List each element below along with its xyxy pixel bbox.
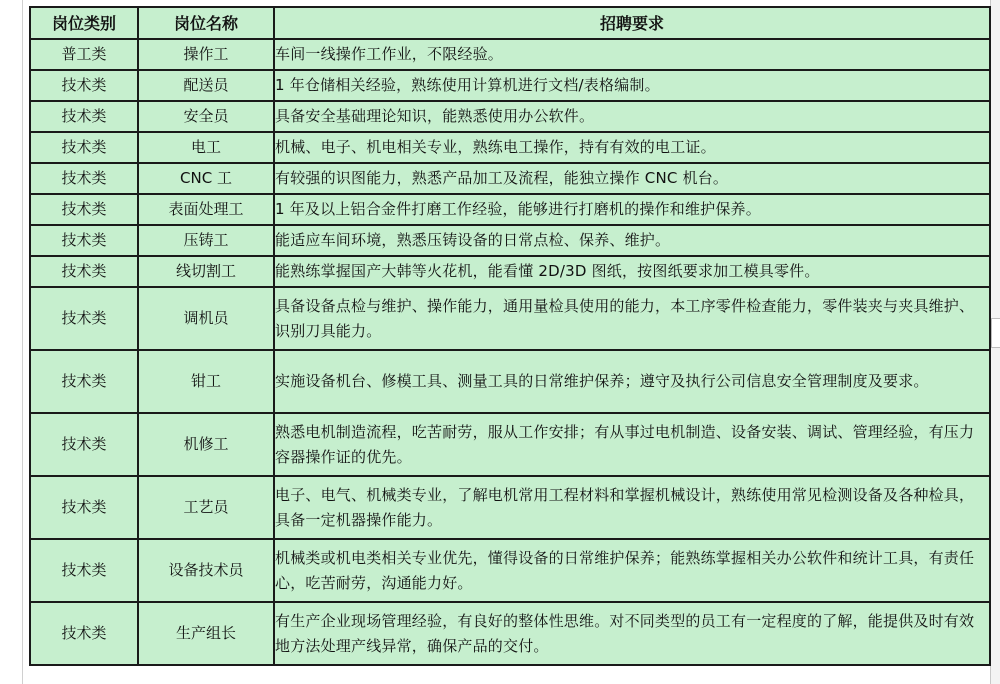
job-requirements-table bbox=[29, 6, 991, 666]
position-name-cell[interactable]: 操作工 bbox=[138, 39, 274, 70]
table-row bbox=[30, 602, 990, 665]
table-row bbox=[30, 163, 990, 194]
position-name-cell[interactable]: CNC 工 bbox=[138, 163, 274, 194]
category-cell[interactable]: 技术类 bbox=[30, 287, 138, 350]
position-name-cell[interactable]: 生产组长 bbox=[138, 602, 274, 665]
table-row bbox=[30, 256, 990, 287]
category-cell[interactable]: 技术类 bbox=[30, 413, 138, 476]
table-row bbox=[30, 70, 990, 101]
requirement-cell[interactable]: 实施设备机台、修模工具、测量工具的日常维护保养；遵守及执行公司信息安全管理制度及要求。 bbox=[274, 350, 990, 413]
category-cell[interactable]: 技术类 bbox=[30, 70, 138, 101]
position-name-cell[interactable]: 电工 bbox=[138, 132, 274, 163]
header-requirements[interactable]: 招聘要求 bbox=[274, 7, 990, 39]
category-cell[interactable]: 技术类 bbox=[30, 132, 138, 163]
position-name-cell[interactable]: 配送员 bbox=[138, 70, 274, 101]
position-name-cell[interactable]: 表面处理工 bbox=[138, 194, 274, 225]
requirement-cell[interactable]: 能适应车间环境，熟悉压铸设备的日常点检、保养、维护。 bbox=[274, 225, 990, 256]
category-cell[interactable]: 技术类 bbox=[30, 539, 138, 602]
table-row bbox=[30, 225, 990, 256]
category-cell[interactable]: 技术类 bbox=[30, 101, 138, 132]
position-name-cell[interactable]: 压铸工 bbox=[138, 225, 274, 256]
category-cell[interactable]: 技术类 bbox=[30, 225, 138, 256]
category-cell[interactable]: 技术类 bbox=[30, 350, 138, 413]
position-name-cell[interactable]: 钳工 bbox=[138, 350, 274, 413]
position-name-cell[interactable]: 设备技术员 bbox=[138, 539, 274, 602]
requirement-cell[interactable]: 机械类或机电类相关专业优先，懂得设备的日常维护保养；能熟练掌握相关办公软件和统计工具，有责任心，吃苦耐劳，沟通能力好。 bbox=[274, 539, 990, 602]
requirement-cell[interactable]: 能熟练掌握国产大韩等火花机，能看懂 2D/3D 图纸，按图纸要求加工模具零件。 bbox=[274, 256, 990, 287]
position-name-cell[interactable]: 线切割工 bbox=[138, 256, 274, 287]
requirement-cell[interactable]: 车间一线操作工作业，不限经验。 bbox=[274, 39, 990, 70]
position-name-cell[interactable]: 安全员 bbox=[138, 101, 274, 132]
category-cell[interactable]: 技术类 bbox=[30, 163, 138, 194]
requirement-cell[interactable]: 机械、电子、机电相关专业，熟练电工操作，持有有效的电工证。 bbox=[274, 132, 990, 163]
requirement-cell[interactable]: 电子、电气、机械类专业，了解电机常用工程材料和掌握机械设计，熟练使用常见检测设备及各种检具，具备一定机器操作能力。 bbox=[274, 476, 990, 539]
position-name-cell[interactable]: 工艺员 bbox=[138, 476, 274, 539]
requirement-cell[interactable]: 1 年仓储相关经验，熟练使用计算机进行文档/表格编制。 bbox=[274, 70, 990, 101]
requirement-cell[interactable]: 1 年及以上铝合金件打磨工作经验，能够进行打磨机的操作和维护保养。 bbox=[274, 194, 990, 225]
table-row bbox=[30, 413, 990, 476]
category-cell[interactable]: 普工类 bbox=[30, 39, 138, 70]
position-name-cell[interactable]: 调机员 bbox=[138, 287, 274, 350]
table-row bbox=[30, 194, 990, 225]
requirement-cell[interactable]: 有生产企业现场管理经验，有良好的整体性思维。对不同类型的员工有一定程度的了解，能提供及时有效地方法处理产线异常，确保产品的交付。 bbox=[274, 602, 990, 665]
header-category[interactable]: 岗位类别 bbox=[30, 7, 138, 39]
table-row bbox=[30, 287, 990, 350]
category-cell[interactable]: 技术类 bbox=[30, 194, 138, 225]
category-cell[interactable]: 技术类 bbox=[30, 476, 138, 539]
table-header-row bbox=[30, 7, 990, 39]
header-position-name[interactable]: 岗位名称 bbox=[138, 7, 274, 39]
table-row bbox=[30, 39, 990, 70]
table-row bbox=[30, 350, 990, 413]
table-row bbox=[30, 476, 990, 539]
scrollbar-thumb[interactable] bbox=[991, 318, 1000, 348]
table-row bbox=[30, 101, 990, 132]
category-cell[interactable]: 技术类 bbox=[30, 256, 138, 287]
category-cell[interactable]: 技术类 bbox=[30, 602, 138, 665]
requirement-cell[interactable]: 具备设备点检与维护、操作能力，通用量检具使用的能力，本工序零件检查能力，零件装夹与夹具维护、识别刀具能力。 bbox=[274, 287, 990, 350]
position-name-cell[interactable]: 机修工 bbox=[138, 413, 274, 476]
table-row bbox=[30, 539, 990, 602]
requirement-cell[interactable]: 熟悉电机制造流程，吃苦耐劳，服从工作安排；有从事过电机制造、设备安装、调试、管理经验，有压力容器操作证的优先。 bbox=[274, 413, 990, 476]
table-row bbox=[30, 132, 990, 163]
requirement-cell[interactable]: 有较强的识图能力，熟悉产品加工及流程，能独立操作 CNC 机台。 bbox=[274, 163, 990, 194]
row-header-strip bbox=[0, 0, 23, 684]
requirement-cell[interactable]: 具备安全基础理论知识，能熟悉使用办公软件。 bbox=[274, 101, 990, 132]
